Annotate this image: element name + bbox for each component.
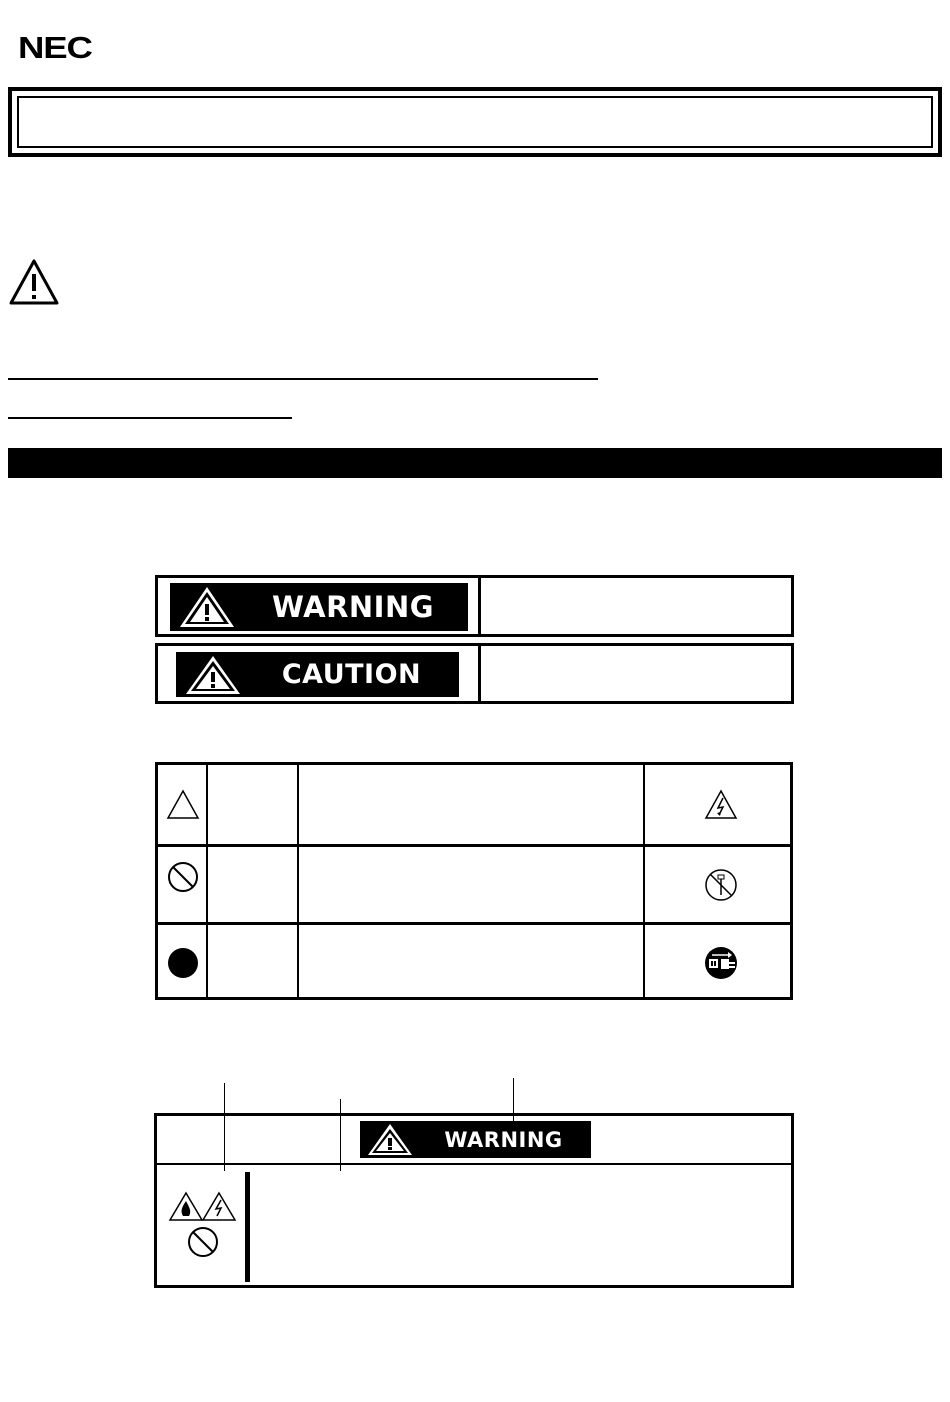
caution-icon (8, 258, 60, 306)
label-divider (245, 1172, 250, 1282)
caution-description (488, 654, 783, 693)
symbols-table (155, 762, 793, 1000)
triangle-icon (166, 789, 200, 821)
warning-triangle-icon (176, 584, 238, 630)
section-header (8, 448, 942, 478)
fire-shock-prohibition-icon (167, 1190, 239, 1262)
link-1[interactable] (8, 378, 598, 380)
title-frame (8, 87, 942, 157)
no-disassembly-icon (703, 867, 739, 903)
example-label (154, 1113, 794, 1288)
warning-badge: WARNING (170, 583, 468, 631)
warning-description (488, 586, 783, 626)
caution-row (155, 643, 794, 704)
example-label-body (261, 1176, 781, 1276)
nec-logo: NEC (18, 30, 92, 65)
mandatory-icon (165, 945, 201, 981)
unplug-icon (702, 945, 740, 981)
prohibition-icon (165, 859, 201, 895)
page-title (17, 96, 933, 148)
warning-row (155, 575, 794, 637)
caution-badge: CAUTION (176, 652, 459, 697)
warning-triangle-icon (364, 1122, 416, 1158)
electric-shock-icon (704, 789, 738, 821)
caution-triangle-icon (182, 653, 244, 697)
example-warning-badge: WARNING (360, 1121, 591, 1158)
link-2[interactable] (8, 417, 292, 419)
